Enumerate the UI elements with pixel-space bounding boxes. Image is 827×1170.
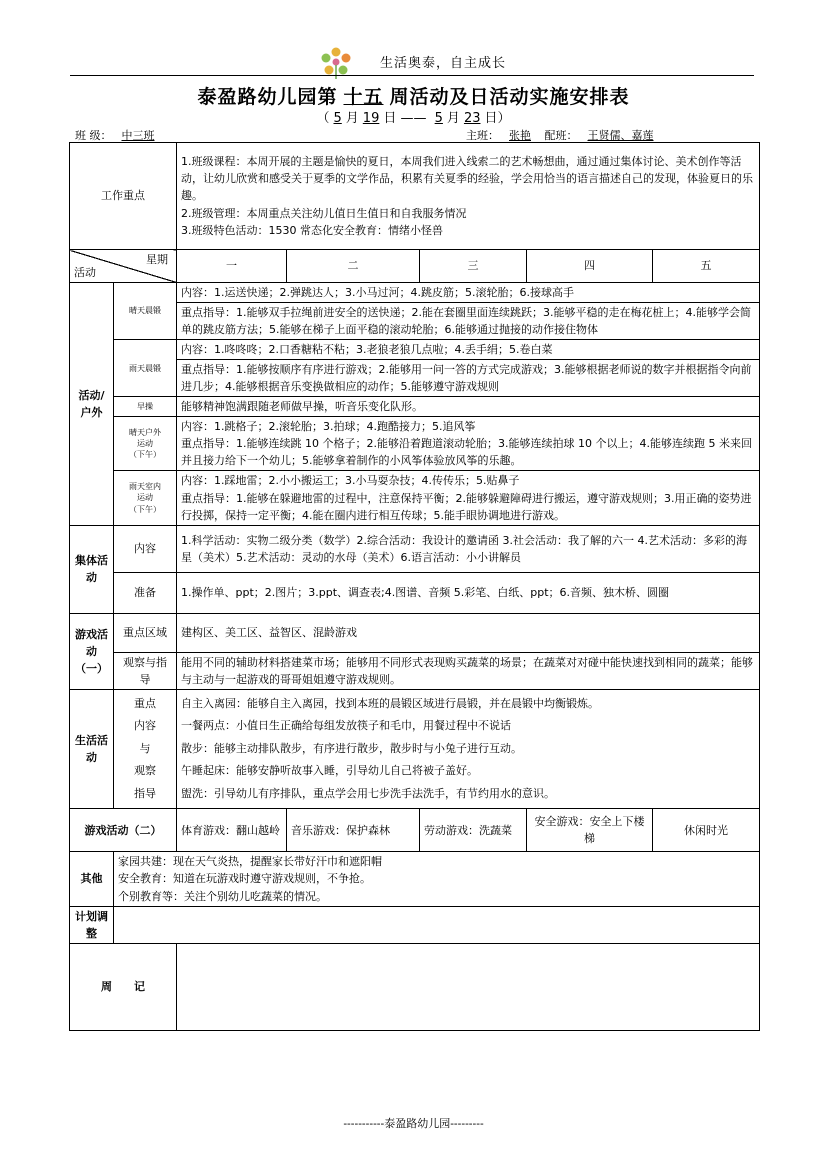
sunny-morning-cell (177, 283, 760, 340)
week-number: 十五 (343, 86, 384, 108)
class-info (75, 127, 165, 143)
game1-area-label: 重点区域 (114, 613, 177, 652)
start-month: 5 (333, 111, 342, 126)
game1-guide-label: 观察与指导 (114, 652, 177, 689)
date-range (0, 107, 827, 126)
lead-teacher-value: 张艳 (509, 129, 531, 142)
assist-teacher-value: 王贤儒、嘉莲 (587, 129, 654, 142)
sunny-afternoon-content: 内容：1.跳格子；2.滚轮胎；3.拍球；4.跑酷接力；5.追风筝 (181, 420, 476, 434)
game2-item: 体育游戏：翻山越岭 (177, 809, 287, 852)
month-char: 月 (446, 111, 460, 126)
label-line: 运动 (137, 493, 153, 503)
weekday-header-row (70, 250, 760, 283)
weekly-plan-table (69, 142, 760, 1031)
outdoor-row (70, 417, 760, 471)
label-line: 雨天室内 (129, 482, 161, 492)
game2-item: 劳动游戏：洗蔬菜 (420, 809, 527, 852)
safety-education-text: 安全教育：知道在玩游戏时遵守游戏规则，不争抢。 (118, 872, 371, 886)
collective-content-label: 内容 (114, 525, 177, 572)
morning-exercise-text: 能够精神饱满跟随老师做早操，听音乐变化队形。 (177, 397, 760, 417)
date-dash: —— (400, 111, 427, 126)
corner-activity-label: 活动 (74, 265, 96, 279)
title-suffix: 周活动及日活动实施安排表 (389, 86, 630, 108)
game2-row (70, 809, 760, 852)
outdoor-row (70, 471, 760, 525)
game2-item: 音乐游戏：保护森林 (287, 809, 420, 852)
start-day: 19 (362, 111, 380, 126)
sunny-afternoon-label (114, 417, 177, 471)
collective-prep-label: 准备 (114, 572, 177, 613)
header-divider (70, 75, 754, 76)
life-content (177, 689, 760, 809)
month-char: 月 (345, 111, 359, 126)
game1-guide: 能用不同的辅助材料搭建菜市场；能够用不同形式表现购买蔬菜的场景；在蔬菜对对碰中能快速找到相同的蔬菜；能够与主动与一起游戏的哥哥姐姐遵守游戏规则。 (177, 652, 760, 689)
life-row (70, 689, 760, 809)
date-open: （ (316, 111, 330, 126)
life-item: 一餐两点：小值日生正确给每组发放筷子和毛巾，用餐过程中不说话 (181, 719, 511, 733)
weekly-note-label: 周 记 (70, 943, 177, 1030)
weekly-note-row (70, 943, 760, 1030)
plan-adjust-row (70, 906, 760, 943)
class-label: 班 级： (75, 129, 112, 142)
sunny-afternoon-cell (177, 417, 760, 471)
work-focus-content (177, 143, 760, 250)
sub-line: 观察 (134, 764, 156, 778)
teacher-info (466, 127, 664, 143)
corner-weekday-label: 星期 (146, 253, 168, 266)
weekday-cell: 二 (287, 250, 420, 283)
work-focus-row (70, 143, 760, 250)
collective-label: 集体活动 (70, 525, 114, 613)
label-line: （下午） (129, 450, 161, 460)
collective-content: 1.科学活动：实物二级分类（数学）2.综合活动：我设计的邀请函 3.社会活动：我了解的六一 4.艺术活动：多彩的海星（美术）5.艺术活动：灵动的水母（美术）6.语言活动：小小讲解员 (177, 525, 760, 572)
assist-teacher-label: 配班： (544, 129, 578, 142)
sub-line: 与 (139, 741, 151, 755)
game2-label: 游戏活动（二） (70, 809, 177, 852)
life-sub-label (114, 689, 177, 809)
footer: -----------泰盈路幼儿园--------- (343, 1117, 484, 1130)
sunny-morning-label: 晴天晨锻 (114, 283, 177, 340)
other-row (70, 852, 760, 906)
weekday-cell: 三 (420, 250, 527, 283)
life-item: 盥洗：引导幼儿有序排队，重点学会用七步洗手法洗手，有节约用水的意识。 (181, 786, 555, 800)
label-line: （下午） (129, 504, 161, 514)
date-close: 日） (484, 111, 511, 126)
outdoor-row (70, 283, 760, 340)
other-label: 其他 (70, 852, 114, 906)
plan-adjust-content (114, 906, 760, 943)
lead-teacher-label: 主班： (466, 129, 499, 142)
work-focus-item: 2.班级管理：本周重点关注幼儿值日生值日和自我服务情况 (181, 206, 467, 220)
sub-line: 内容 (134, 719, 156, 733)
rainy-afternoon-content: 内容：1.踩地雷；2.小小搬运工；3.小马耍杂技；4.传传乐；5.贴鼻子 (181, 474, 520, 488)
collective-row (70, 525, 760, 572)
weekly-note-content (177, 943, 760, 1030)
life-item: 散步：能够主动排队散步，有序进行散步，散步时与小兔子进行互动。 (181, 741, 522, 755)
sub-line: 指导 (134, 786, 156, 800)
plan-adjust-label: 计划调整 (70, 906, 114, 943)
page-title (0, 82, 827, 109)
slogan: 生活奥泰，自主成长 (380, 56, 507, 71)
work-focus-label: 工作重点 (70, 143, 177, 250)
label-line: 运动 (137, 439, 153, 449)
morning-exercise-label: 早操 (114, 397, 177, 417)
day-char: 日 (383, 111, 397, 126)
title-prefix: 泰盈路幼儿园第 (197, 86, 338, 108)
weekday-cell: 五 (653, 250, 760, 283)
game2-item: 安全游戏：安全上下楼梯 (527, 809, 653, 852)
life-label: 生活活动 (70, 689, 114, 809)
weekday-cell: 四 (527, 250, 653, 283)
label-line: 晴天户外 (129, 428, 161, 438)
home-school-text: 家园共建：现在天气炎热，提醒家长带好汗巾和遮阳帽 (118, 855, 382, 869)
rainy-afternoon-label (114, 471, 177, 525)
sunny-morning-focus: 重点指导：1.能够双手拉绳前进安全的送快递；2.能在套圈里面连续跳跃；3.能够平稳的走在梅花桩上；4.能够学会简单的跳皮筋方法；5.能够在梯子上面平稳的滚动轮胎；6.能够通过抛接的动作接住物体 (181, 306, 751, 337)
rainy-morning-content: 内容：1.咚咚咚；2.口香糖粘不粘；3.老狼老狼几点啦；4.丢手绢；5.卷白菜 (177, 340, 759, 360)
collective-row (70, 572, 760, 613)
game1-row (70, 613, 760, 652)
sunny-afternoon-focus: 重点指导：1.能够连续跳 10 个格子；2.能够沿着跑道滚动轮胎；3.能够连续拍球 10 个以上；4.能够连续跑 5 米来回并且接力给下一个幼儿；5.能够拿着制作的小风筝体验放风筝的乐趣。 (181, 437, 752, 468)
life-item: 自主入离园：能够自主入离园，找到本班的晨锻区域进行晨锻，并在晨锻中均衡锻炼。 (181, 696, 599, 710)
weekday-cell: 一 (177, 250, 287, 283)
end-day: 23 (463, 111, 481, 126)
rainy-morning-cell (177, 340, 760, 397)
individual-education-text: 个别教育等：关注个别幼儿吃蔬菜的情况。 (118, 889, 327, 903)
life-item: 午睡起床：能够安静听故事入睡，引导幼儿自己将被子盖好。 (181, 764, 478, 778)
outdoor-label: 活动/户外 (70, 283, 114, 526)
weekday-corner-cell (70, 250, 177, 283)
outdoor-row (70, 397, 760, 417)
sunny-morning-content: 内容：1.运送快递；2.弹跳达人；3.小马过河；4.跳皮筋；5.滚轮胎；6.接球高手 (177, 283, 759, 303)
rainy-afternoon-focus: 重点指导：1.能够在躲避地雷的过程中，注意保持平衡；2.能够躲避障碍进行搬运，遵守游戏规则；3.用正确的姿势进行投掷，保持一定平衡；4.能在圈内进行相互传球；5.能手眼协调地进行游戏。 (181, 491, 752, 522)
outdoor-row (70, 340, 760, 397)
class-value: 中三班 (121, 129, 155, 142)
game1-row (70, 652, 760, 689)
rainy-morning-label: 雨天晨锻 (114, 340, 177, 397)
collective-prep: 1.操作单、ppt；2.图片；3.ppt、调查表;4.图谱、音频 5.彩笔、白纸、ppt；6.音频、独木桥、圆圈 (177, 572, 760, 613)
game1-label: 游戏活动（一） (70, 613, 114, 689)
other-content (114, 852, 760, 906)
work-focus-item: 1.班级课程：本周开展的主题是愉快的夏日，本周我们进入线索二的艺术畅想曲，通过通过集体讨论、美术创作等活动，让幼儿欣赏和感受关于夏季的文学作品，积累有关夏季的经验，学会用恰当的语言描述自己的发现，体验夏日的乐趣。 (181, 155, 753, 203)
end-month: 5 (434, 111, 443, 126)
rainy-morning-focus: 重点指导：1.能够按顺序有序进行游戏；2.能够用一问一答的方式完成游戏；3.能够根据老师说的数字并根据指令向前进几步；4.能够根据音乐变换做相应的动作；5.能够遵守游戏规则 (181, 363, 752, 394)
game1-area: 建构区、美工区、益智区、混龄游戏 (177, 613, 760, 652)
game2-item: 休闲时光 (653, 809, 760, 852)
work-focus-item: 3.班级特色活动：1530 常态化安全教育：情绪小怪兽 (181, 223, 443, 237)
sub-line: 重点 (134, 696, 156, 710)
rainy-afternoon-cell (177, 471, 760, 525)
